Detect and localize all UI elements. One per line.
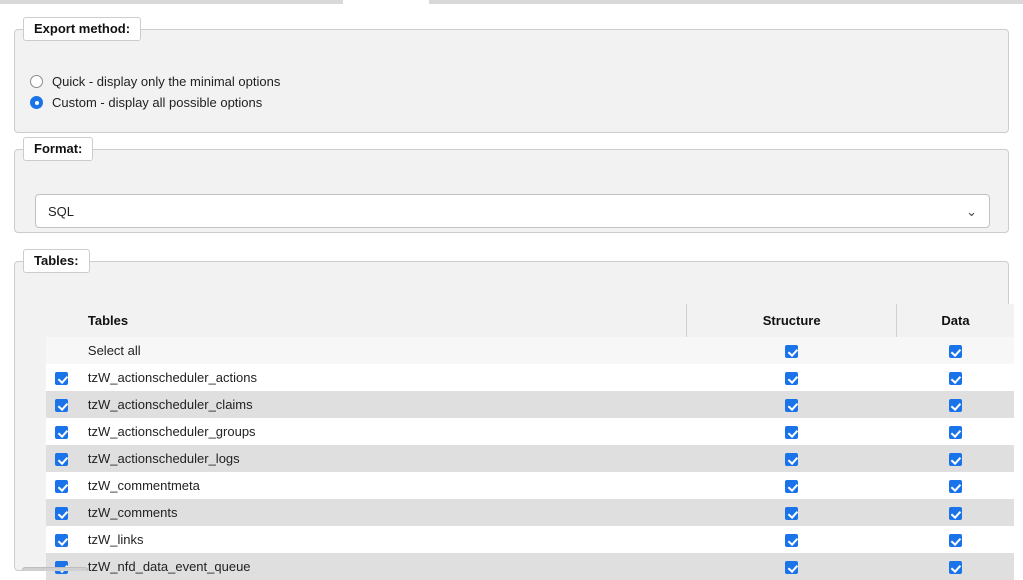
row-data-cell[interactable] xyxy=(896,499,1014,526)
row-data-checkbox[interactable] xyxy=(949,372,962,385)
export-method-option-quick[interactable] xyxy=(30,74,280,89)
table-row xyxy=(46,418,1014,445)
select-all-row xyxy=(46,337,1014,364)
tables-legend: Tables: xyxy=(23,249,90,273)
row-data-checkbox[interactable] xyxy=(949,453,962,466)
row-select-cell[interactable] xyxy=(46,364,78,391)
table-row xyxy=(46,553,1014,580)
row-select-cell[interactable] xyxy=(46,391,78,418)
row-structure-checkbox[interactable] xyxy=(785,480,798,493)
format-select-value: SQL xyxy=(48,203,75,219)
table-row xyxy=(46,499,1014,526)
radio-quick-icon[interactable] xyxy=(30,75,43,88)
select-all-label[interactable]: Select all xyxy=(87,343,141,358)
row-table-name: tzW_comments xyxy=(87,505,178,520)
top-strip-left xyxy=(0,0,343,4)
row-table-name: tzW_actionscheduler_groups xyxy=(87,424,256,439)
row-data-checkbox[interactable] xyxy=(949,480,962,493)
row-structure-cell[interactable] xyxy=(687,418,897,445)
row-select-cell[interactable] xyxy=(46,472,78,499)
row-structure-cell[interactable] xyxy=(687,391,897,418)
row-table-name: tzW_nfd_data_event_queue xyxy=(87,559,251,574)
row-structure-checkbox[interactable] xyxy=(785,399,798,412)
format-legend: Format: xyxy=(23,137,93,161)
row-structure-checkbox[interactable] xyxy=(785,372,798,385)
row-data-checkbox[interactable] xyxy=(949,426,962,439)
row-table-name: tzW_links xyxy=(87,532,144,547)
export-method-option-custom-label: Custom - display all possible options xyxy=(52,95,263,110)
tables-body xyxy=(46,337,1014,580)
row-data-checkbox[interactable] xyxy=(949,534,962,547)
row-data-cell[interactable] xyxy=(896,418,1014,445)
select-all-structure-cell[interactable] xyxy=(687,337,897,364)
row-table-name: tzW_actionscheduler_logs xyxy=(87,451,240,466)
column-header-data: Data xyxy=(896,304,1014,337)
table-row xyxy=(46,364,1014,391)
row-select-cell[interactable] xyxy=(46,499,78,526)
chevron-down-icon: ⌄ xyxy=(966,203,977,219)
footer-button-partial[interactable] xyxy=(22,567,88,571)
select-all-check-cell xyxy=(46,337,78,364)
row-data-cell[interactable] xyxy=(896,445,1014,472)
column-header-structure: Structure xyxy=(687,304,897,337)
column-header-check xyxy=(46,304,78,337)
row-select-checkbox[interactable] xyxy=(55,480,68,493)
radio-custom-icon[interactable] xyxy=(30,96,43,109)
row-structure-cell[interactable] xyxy=(687,472,897,499)
tables-list xyxy=(46,304,1014,580)
table-header-row xyxy=(46,304,1014,337)
table-row xyxy=(46,472,1014,499)
row-select-checkbox[interactable] xyxy=(55,507,68,520)
row-structure-cell[interactable] xyxy=(687,445,897,472)
row-table-name: tzW_actionscheduler_actions xyxy=(87,370,257,385)
row-data-cell[interactable] xyxy=(896,472,1014,499)
row-select-cell[interactable] xyxy=(46,418,78,445)
table-row xyxy=(46,445,1014,472)
row-structure-cell[interactable] xyxy=(687,364,897,391)
row-select-cell[interactable] xyxy=(46,445,78,472)
row-select-cell[interactable] xyxy=(46,526,78,553)
row-structure-cell[interactable] xyxy=(687,526,897,553)
row-select-checkbox[interactable] xyxy=(55,372,68,385)
row-select-checkbox[interactable] xyxy=(55,534,68,547)
row-structure-cell[interactable] xyxy=(687,553,897,580)
row-select-checkbox[interactable] xyxy=(55,453,68,466)
row-data-cell[interactable] xyxy=(896,364,1014,391)
row-data-checkbox[interactable] xyxy=(949,399,962,412)
tables-table xyxy=(46,304,1014,580)
row-data-cell[interactable] xyxy=(896,391,1014,418)
row-table-name: tzW_actionscheduler_claims xyxy=(87,397,253,412)
row-data-checkbox[interactable] xyxy=(949,561,962,574)
export-method-legend: Export method: xyxy=(23,17,141,41)
row-select-checkbox[interactable] xyxy=(55,399,68,412)
format-select[interactable] xyxy=(35,194,990,228)
row-data-checkbox[interactable] xyxy=(949,507,962,520)
export-method-option-quick-label: Quick - display only the minimal options xyxy=(52,74,281,89)
row-structure-cell[interactable] xyxy=(687,499,897,526)
format-panel xyxy=(14,141,1009,233)
row-data-cell[interactable] xyxy=(896,526,1014,553)
row-select-checkbox[interactable] xyxy=(55,426,68,439)
export-method-option-custom[interactable] xyxy=(30,95,262,110)
row-structure-checkbox[interactable] xyxy=(785,534,798,547)
row-data-cell[interactable] xyxy=(896,553,1014,580)
column-header-tables: Tables xyxy=(78,304,687,337)
select-all-data-cell[interactable] xyxy=(896,337,1014,364)
select-all-structure-checkbox[interactable] xyxy=(785,345,798,358)
row-structure-checkbox[interactable] xyxy=(785,507,798,520)
top-strip-right xyxy=(429,0,1023,4)
row-table-name: tzW_commentmeta xyxy=(87,478,200,493)
row-structure-checkbox[interactable] xyxy=(785,561,798,574)
select-all-data-checkbox[interactable] xyxy=(949,345,962,358)
row-structure-checkbox[interactable] xyxy=(785,453,798,466)
table-row xyxy=(46,391,1014,418)
tables-panel xyxy=(14,253,1009,574)
table-row xyxy=(46,526,1014,553)
row-structure-checkbox[interactable] xyxy=(785,426,798,439)
